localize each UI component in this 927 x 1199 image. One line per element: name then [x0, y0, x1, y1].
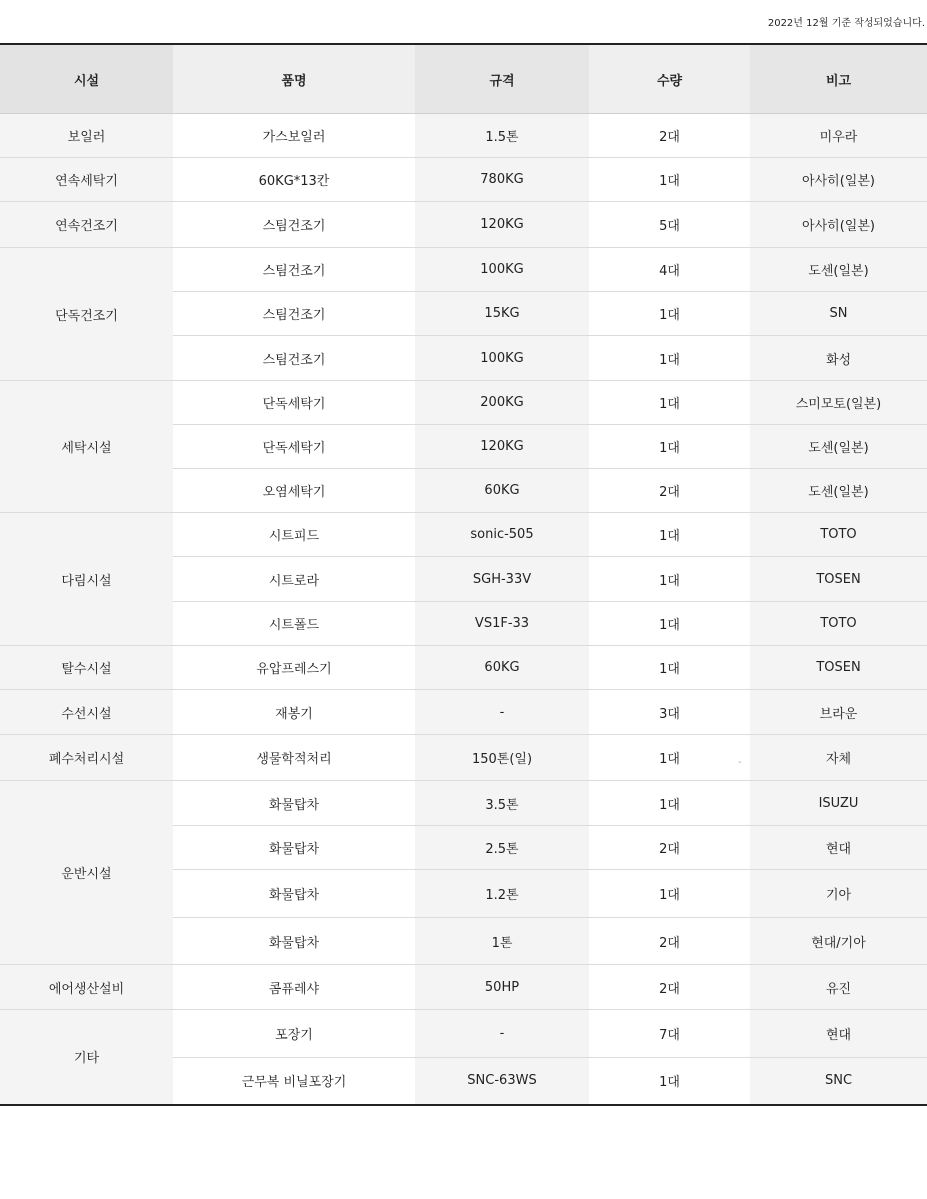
qty-cell: 2대	[589, 469, 750, 513]
remark-cell: 현대/기아	[750, 918, 927, 965]
remark-cell: TOTO	[750, 513, 927, 557]
remark-cell: 현대	[750, 826, 927, 870]
header-item: 품명	[173, 44, 415, 114]
header-spec: 규격	[415, 44, 589, 114]
qty-cell: 5대	[589, 202, 750, 248]
item-cell: 시트폴드	[173, 602, 415, 646]
table-row	[0, 202, 927, 248]
spec-cell: 100KG	[415, 336, 589, 381]
facility-cell: 단독건조기	[0, 248, 173, 381]
qty-cell: 1대	[589, 602, 750, 646]
item-cell: 근무복 비닐포장기	[173, 1058, 415, 1105]
qty-cell: 1대	[589, 381, 750, 425]
spec-cell: SGH-33V	[415, 557, 589, 602]
remark-cell: 도센(일본)	[750, 469, 927, 513]
remark-cell: 자체	[750, 735, 927, 781]
item-cell: 스팀건조기	[173, 202, 415, 248]
qty-cell: 7대	[589, 1010, 750, 1058]
item-cell: 화물탑차	[173, 826, 415, 870]
table-row	[0, 248, 927, 292]
qty-cell: 1대	[589, 336, 750, 381]
spec-cell: 120KG	[415, 202, 589, 248]
qty-cell: 1대	[589, 646, 750, 690]
table-row	[0, 1010, 927, 1058]
spec-cell: 150톤(일)	[415, 735, 589, 781]
table-row	[0, 690, 927, 735]
qty-cell: 2대	[589, 826, 750, 870]
stray-dash-mark: -	[738, 757, 742, 768]
spec-cell: SNC-63WS	[415, 1058, 589, 1105]
remark-cell: 스미모토(일본)	[750, 381, 927, 425]
facility-cell: 수선시설	[0, 690, 173, 735]
spec-cell: 1.2톤	[415, 870, 589, 918]
facility-cell: 폐수처리시설	[0, 735, 173, 781]
qty-cell: 4대	[589, 248, 750, 292]
qty-cell: 1대	[589, 781, 750, 826]
remark-cell: 미우라	[750, 114, 927, 158]
facility-cell: 에어생산설비	[0, 965, 173, 1010]
qty-cell: 1대	[589, 735, 750, 781]
item-cell: 오염세탁기	[173, 469, 415, 513]
qty-cell: 2대	[589, 114, 750, 158]
qty-cell: 1대	[589, 870, 750, 918]
facility-cell: 연속건조기	[0, 202, 173, 248]
item-cell: 시트피드	[173, 513, 415, 557]
qty-cell: 1대	[589, 292, 750, 336]
item-cell: 콤퓨레샤	[173, 965, 415, 1010]
remark-cell: 브라운	[750, 690, 927, 735]
header-facility: 시설	[0, 44, 173, 114]
item-cell: 60KG*13칸	[173, 158, 415, 202]
facility-cell: 세탁시설	[0, 381, 173, 513]
facility-cell: 탈수시설	[0, 646, 173, 690]
remark-cell: ISUZU	[750, 781, 927, 826]
remark-cell: 도센(일본)	[750, 425, 927, 469]
qty-cell: 1대	[589, 557, 750, 602]
qty-cell: 2대	[589, 965, 750, 1010]
remark-cell: 유진	[750, 965, 927, 1010]
table-row	[0, 513, 927, 557]
spec-cell: 200KG	[415, 381, 589, 425]
spec-cell: VS1F-33	[415, 602, 589, 646]
spec-cell: 100KG	[415, 248, 589, 292]
item-cell: 생물학적처리	[173, 735, 415, 781]
spec-cell: 780KG	[415, 158, 589, 202]
spec-cell: -	[415, 1010, 589, 1058]
remark-cell: 현대	[750, 1010, 927, 1058]
table-row	[0, 965, 927, 1010]
table-header	[0, 44, 927, 114]
remark-cell: 도센(일본)	[750, 248, 927, 292]
item-cell: 스팀건조기	[173, 292, 415, 336]
remark-cell: TOTO	[750, 602, 927, 646]
remark-cell: 기아	[750, 870, 927, 918]
header-qty: 수량	[589, 44, 750, 114]
spec-cell: 2.5톤	[415, 826, 589, 870]
facility-cell: 연속세탁기	[0, 158, 173, 202]
item-cell: 스팀건조기	[173, 336, 415, 381]
spec-cell: 120KG	[415, 425, 589, 469]
facility-cell: 보일러	[0, 114, 173, 158]
item-cell: 화물탑차	[173, 918, 415, 965]
remark-cell: SNC	[750, 1058, 927, 1105]
spec-cell: -	[415, 690, 589, 735]
item-cell: 단독세탁기	[173, 425, 415, 469]
item-cell: 시트로라	[173, 557, 415, 602]
remark-cell: TOSEN	[750, 557, 927, 602]
table-row	[0, 781, 927, 826]
facility-cell: 운반시설	[0, 781, 173, 965]
item-cell: 가스보일러	[173, 114, 415, 158]
item-cell: 유압프레스기	[173, 646, 415, 690]
remark-cell: 아사히(일본)	[750, 202, 927, 248]
table-row	[0, 158, 927, 202]
qty-cell: 1대	[589, 425, 750, 469]
spec-cell: 15KG	[415, 292, 589, 336]
facility-cell: 기타	[0, 1010, 173, 1105]
spec-cell: 1.5톤	[415, 114, 589, 158]
qty-cell: 2대	[589, 918, 750, 965]
remark-cell: TOSEN	[750, 646, 927, 690]
written-date-note: 2022년 12월 기준 작성되었습니다.	[767, 18, 925, 29]
spec-cell: 50HP	[415, 965, 589, 1010]
remark-cell: SN	[750, 292, 927, 336]
remark-cell: 화성	[750, 336, 927, 381]
table-row	[0, 114, 927, 158]
spec-cell: 60KG	[415, 646, 589, 690]
equipment-table	[0, 43, 927, 1106]
qty-cell: 3대	[589, 690, 750, 735]
table-row	[0, 646, 927, 690]
table-body	[0, 114, 927, 1105]
facility-cell: 다림시설	[0, 513, 173, 646]
header-remark: 비고	[750, 44, 927, 114]
qty-cell: 1대	[589, 1058, 750, 1105]
item-cell: 화물탑차	[173, 870, 415, 918]
item-cell: 재봉기	[173, 690, 415, 735]
qty-cell: 1대	[589, 513, 750, 557]
spec-cell: 1톤	[415, 918, 589, 965]
qty-cell: 1대	[589, 158, 750, 202]
spec-cell: 60KG	[415, 469, 589, 513]
spec-cell: 3.5톤	[415, 781, 589, 826]
item-cell: 화물탑차	[173, 781, 415, 826]
table-row	[0, 381, 927, 425]
table-row	[0, 735, 927, 781]
spec-cell: sonic-505	[415, 513, 589, 557]
remark-cell: 아사히(일본)	[750, 158, 927, 202]
item-cell: 스팀건조기	[173, 248, 415, 292]
item-cell: 포장기	[173, 1010, 415, 1058]
item-cell: 단독세탁기	[173, 381, 415, 425]
